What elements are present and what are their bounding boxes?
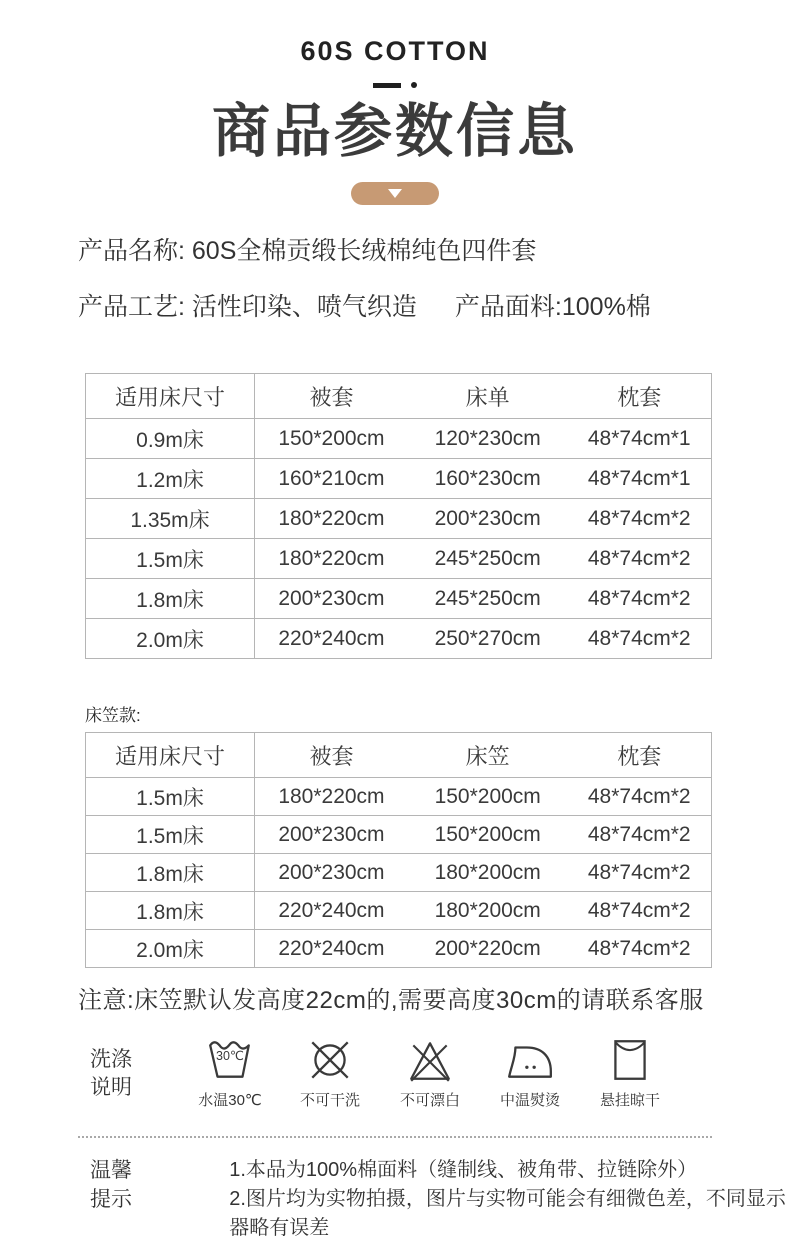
wash-item-no-dry-clean xyxy=(280,1037,380,1110)
cell-duvet: 220*240cm xyxy=(255,892,408,930)
size-table-fitted-sheet xyxy=(85,732,712,968)
tips-label-line2: 提示 xyxy=(90,1188,132,1211)
page-header xyxy=(0,0,790,205)
cell-duvet: 200*230cm xyxy=(255,854,408,892)
title-pill-badge xyxy=(351,182,439,205)
tips-line-2: 2.图片均为实物拍摄，图片与实物可能会有细微色差，不同显示器略有误差 xyxy=(229,1188,786,1239)
cell-sheet: 160*230cm xyxy=(408,459,568,499)
no-dry-clean-icon xyxy=(305,1037,355,1083)
warm-tips xyxy=(90,1156,790,1243)
wash-item-no-bleach xyxy=(380,1037,480,1110)
cell-fitted: 200*220cm xyxy=(408,930,568,968)
cell-sheet: 120*230cm xyxy=(408,419,568,459)
fitted-sheet-table-label: 床笠款: xyxy=(85,706,141,725)
table-row xyxy=(86,930,712,968)
cell-pillow: 48*74cm*2 xyxy=(568,619,712,659)
wash-caption: 水温30℃ xyxy=(198,1092,262,1109)
wash-item-water-temp xyxy=(180,1037,280,1110)
table-row xyxy=(86,539,712,579)
cell-duvet: 180*220cm xyxy=(255,539,408,579)
cell-pillow: 48*74cm*2 xyxy=(568,816,712,854)
cell-bed-size: 1.8m床 xyxy=(86,892,255,930)
product-info xyxy=(78,235,712,323)
product-info-row xyxy=(78,291,712,323)
dash-dot-decoration xyxy=(0,83,790,88)
table-row xyxy=(86,816,712,854)
cell-bed-size: 1.8m床 xyxy=(86,854,255,892)
col-header-duvet-cover: 被套 xyxy=(255,733,408,778)
wash-caption: 不可干洗 xyxy=(299,1092,360,1109)
washing-instructions xyxy=(90,1037,790,1110)
cell-duvet: 220*240cm xyxy=(255,619,408,659)
dot-icon xyxy=(411,82,417,88)
wash-caption: 中温熨烫 xyxy=(499,1092,560,1109)
wash-caption: 不可漂白 xyxy=(399,1092,460,1109)
table-row xyxy=(86,579,712,619)
tips-text xyxy=(229,1156,790,1243)
tips-label-line1: 温馨 xyxy=(90,1159,132,1182)
wash-item-hang-dry xyxy=(580,1037,680,1110)
cell-pillow: 48*74cm*2 xyxy=(568,892,712,930)
product-fabric-line: 产品面料:100%棉 xyxy=(454,293,651,321)
table-row xyxy=(86,892,712,930)
washing-icons-row xyxy=(180,1037,680,1110)
chevron-down-icon xyxy=(388,189,402,198)
cell-sheet: 245*250cm xyxy=(408,579,568,619)
washing-label xyxy=(90,1046,132,1102)
cell-bed-size: 1.2m床 xyxy=(86,459,255,499)
cell-pillow: 48*74cm*1 xyxy=(568,419,712,459)
wash-item-medium-iron xyxy=(480,1037,580,1110)
col-header-pillowcase: 枕套 xyxy=(568,733,712,778)
col-header-pillowcase: 枕套 xyxy=(568,374,712,419)
col-header-fitted-sheet: 床笠 xyxy=(408,733,568,778)
cell-bed-size: 2.0m床 xyxy=(86,930,255,968)
col-header-bed-size: 适用床尺寸 xyxy=(86,374,255,419)
cell-pillow: 48*74cm*2 xyxy=(568,499,712,539)
cell-duvet: 180*220cm xyxy=(255,499,408,539)
cell-fitted: 180*200cm xyxy=(408,854,568,892)
tips-line-1: 1.本品为100%棉面料（缝制线、被角带、拉链除外） xyxy=(229,1159,698,1181)
cell-duvet: 200*230cm xyxy=(255,579,408,619)
cell-pillow: 48*74cm*2 xyxy=(568,854,712,892)
table-row xyxy=(86,619,712,659)
cell-fitted: 180*200cm xyxy=(408,892,568,930)
no-bleach-icon xyxy=(405,1037,455,1083)
col-header-bed-size: 适用床尺寸 xyxy=(86,733,255,778)
cell-pillow: 48*74cm*2 xyxy=(568,778,712,816)
table-row xyxy=(86,854,712,892)
cell-duvet: 180*220cm xyxy=(255,778,408,816)
wash-temp-text: 30℃ xyxy=(216,1049,244,1063)
cell-sheet: 250*270cm xyxy=(408,619,568,659)
dotted-divider xyxy=(78,1136,712,1138)
product-name-line: 产品名称: 60S全棉贡缎长绒棉纯色四件套 xyxy=(78,237,537,265)
page-title: 商品参数信息 xyxy=(211,99,578,164)
cell-pillow: 48*74cm*2 xyxy=(568,579,712,619)
hang-dry-icon xyxy=(605,1037,655,1083)
cell-duvet: 220*240cm xyxy=(255,930,408,968)
cell-duvet: 150*200cm xyxy=(255,419,408,459)
brand-text: 60S COTTON xyxy=(300,36,490,66)
cell-sheet: 245*250cm xyxy=(408,539,568,579)
cell-fitted: 150*200cm xyxy=(408,816,568,854)
cell-bed-size: 0.9m床 xyxy=(86,419,255,459)
washing-label-line2: 说明 xyxy=(90,1075,132,1099)
table-header-row xyxy=(86,733,712,778)
table-header-row xyxy=(86,374,712,419)
col-header-flat-sheet: 床单 xyxy=(408,374,568,419)
cell-bed-size: 1.5m床 xyxy=(86,778,255,816)
medium-iron-icon xyxy=(505,1037,555,1083)
table-row xyxy=(86,459,712,499)
washing-label-line1: 洗涤 xyxy=(90,1047,132,1071)
cell-duvet: 160*210cm xyxy=(255,459,408,499)
cell-bed-size: 2.0m床 xyxy=(86,619,255,659)
size-table-flat-sheet xyxy=(85,373,712,659)
cell-sheet: 200*230cm xyxy=(408,499,568,539)
cell-duvet: 200*230cm xyxy=(255,816,408,854)
cell-bed-size: 1.5m床 xyxy=(86,816,255,854)
cell-pillow: 48*74cm*1 xyxy=(568,459,712,499)
wash-caption: 悬挂晾干 xyxy=(599,1092,660,1109)
table-row xyxy=(86,499,712,539)
cell-pillow: 48*74cm*2 xyxy=(568,539,712,579)
product-craft-line: 产品工艺: 活性印染、喷气织造 xyxy=(78,293,417,321)
fitted-sheet-note: 注意:床笠默认发高度22cm的,需要高度30cm的请联系客服 xyxy=(78,987,704,1014)
cell-bed-size: 1.5m床 xyxy=(86,539,255,579)
tips-label xyxy=(90,1156,141,1243)
cell-bed-size: 1.35m床 xyxy=(86,499,255,539)
cell-pillow: 48*74cm*2 xyxy=(568,930,712,968)
table-row xyxy=(86,419,712,459)
wash-30c-icon xyxy=(205,1037,255,1083)
col-header-duvet-cover: 被套 xyxy=(255,374,408,419)
dash-icon xyxy=(373,83,401,88)
cell-fitted: 150*200cm xyxy=(408,778,568,816)
cell-bed-size: 1.8m床 xyxy=(86,579,255,619)
table-row xyxy=(86,778,712,816)
